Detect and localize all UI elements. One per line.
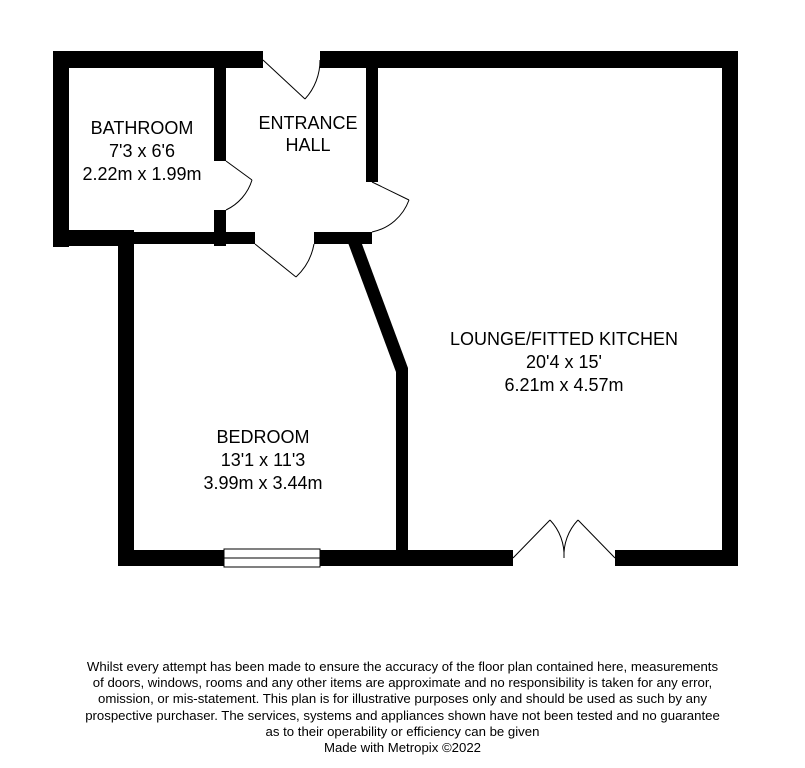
entrance-hall-name-line2: HALL bbox=[285, 135, 331, 155]
bedroom-imperial: 13'1 x 11'3 bbox=[220, 450, 306, 470]
wall-left-bedroom bbox=[118, 230, 134, 566]
disclaimer bbox=[40, 659, 765, 756]
disclaimer-line: of doors, windows, rooms and any other items are approximate and no responsibility is taken for any error, bbox=[92, 675, 713, 691]
lounge-name: LOUNGE/FITTED KITCHEN bbox=[449, 329, 679, 349]
lounge-metric: 6.21m x 4.57m bbox=[504, 375, 624, 395]
wall-top-right bbox=[320, 51, 738, 68]
disclaimer-line: omission, or mis-statement. This plan is for illustrative purposes only and should be used as such by any bbox=[98, 691, 707, 707]
bathroom-metric: 2.22m x 1.99m bbox=[82, 164, 202, 184]
bedroom-door bbox=[255, 244, 314, 277]
bathroom-door bbox=[226, 161, 252, 210]
entrance-hall-name-line1: ENTRANCE bbox=[258, 113, 358, 133]
wall-bottom-bedroom-left bbox=[118, 550, 224, 566]
disclaimer-line: prospective purchaser. The services, systems and appliances shown have not been tested and no guarantee bbox=[85, 707, 720, 723]
wall-hall-bottom-right bbox=[314, 232, 372, 244]
wall-top-left bbox=[53, 51, 263, 68]
disclaimer-line: as to their operability or efficiency can be given bbox=[265, 723, 540, 739]
wall-bottom-middle bbox=[320, 550, 513, 566]
wall-bedroom-lounge bbox=[396, 368, 408, 563]
bedroom-window bbox=[224, 549, 320, 567]
wall-right bbox=[722, 51, 738, 566]
wall-bath-hall-upper bbox=[214, 51, 226, 161]
disclaimer-line: Whilst every attempt has been made to ensure the accuracy of the floor plan contained here, measurements bbox=[86, 659, 719, 674]
french-doors bbox=[513, 520, 615, 558]
bedroom-metric: 3.99m x 3.44m bbox=[203, 473, 323, 493]
wall-bottom-right bbox=[615, 550, 738, 566]
entrance-door bbox=[263, 60, 320, 99]
wall-bedroom-lounge-diagonal bbox=[347, 236, 408, 372]
wall-left-bathroom bbox=[53, 51, 69, 247]
bathroom-name: BATHROOM bbox=[90, 118, 194, 138]
lounge-door bbox=[372, 182, 409, 232]
wall-hall-lounge bbox=[366, 51, 378, 182]
credit: Made with Metropix ©2022 bbox=[323, 740, 482, 756]
bedroom-name: BEDROOM bbox=[216, 427, 310, 447]
lounge-imperial: 20'4 x 15' bbox=[526, 352, 602, 372]
wall-hall-bottom-left bbox=[133, 232, 255, 244]
bathroom-imperial: 7'3 x 6'6 bbox=[109, 141, 175, 161]
